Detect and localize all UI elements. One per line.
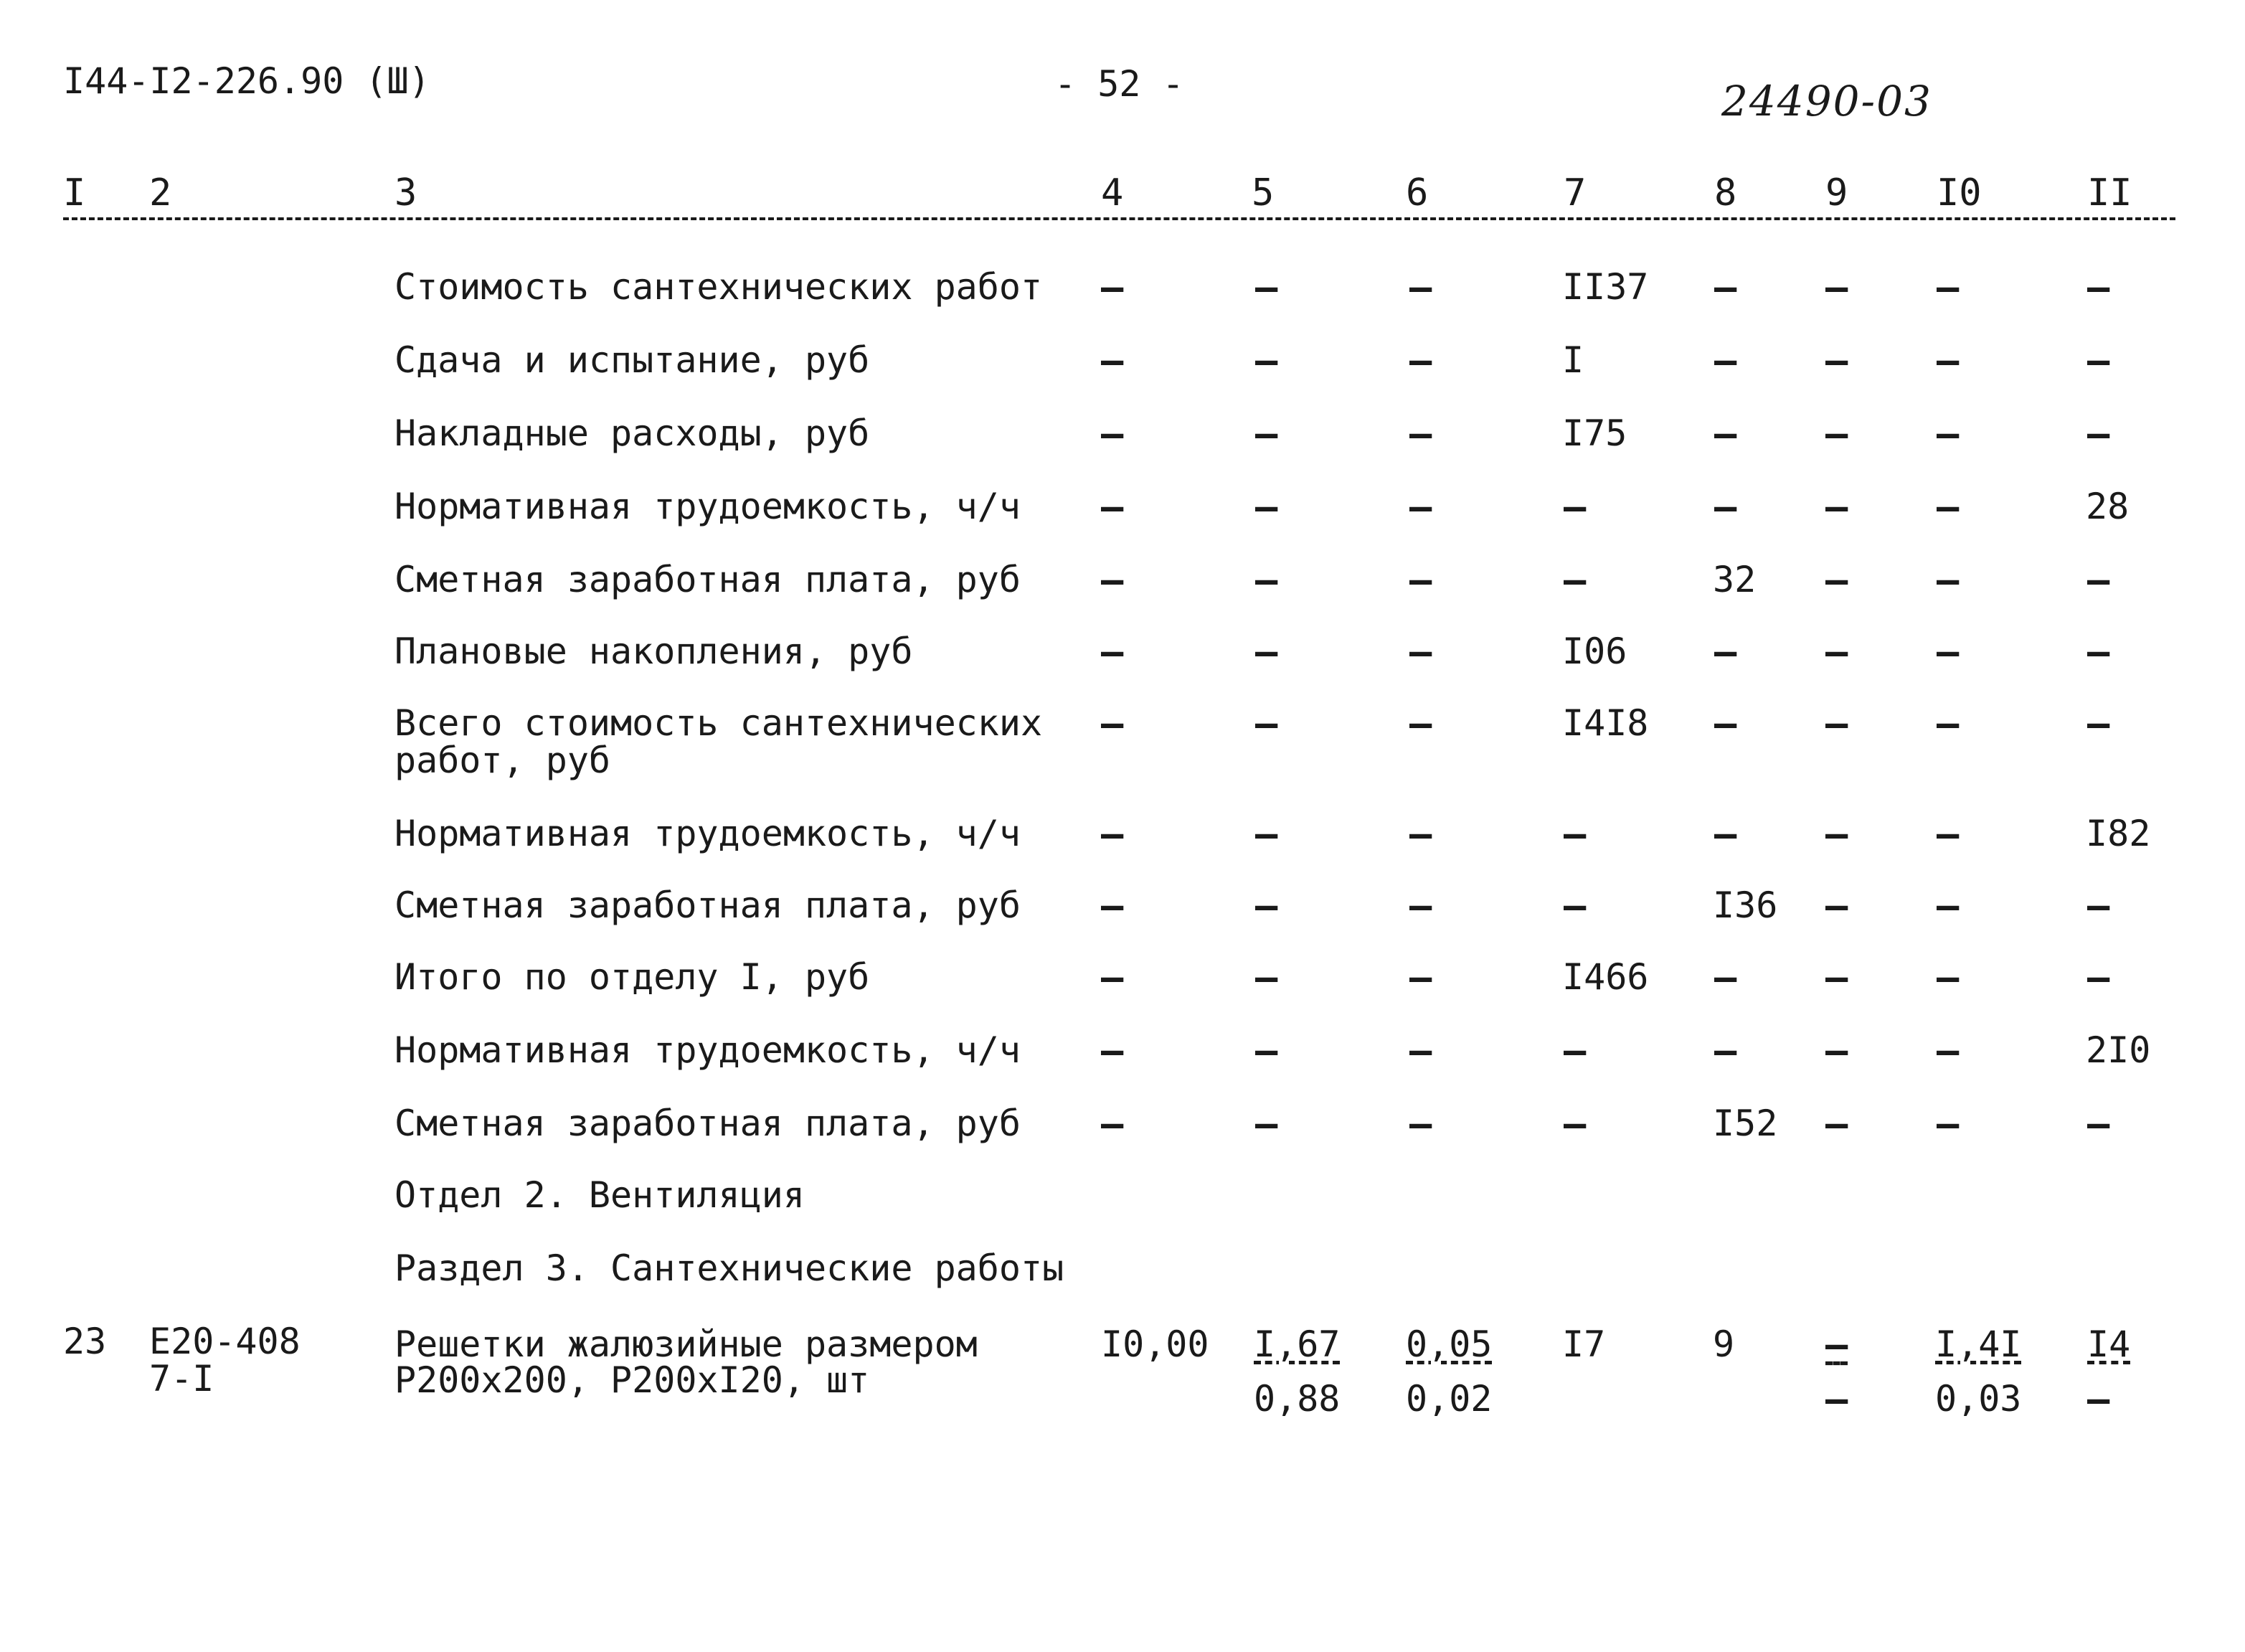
item-c11-top: I4: [2087, 1323, 2131, 1365]
cell-c4: –: [1101, 486, 1124, 529]
row-label: Всего стоимость сантехнических: [394, 702, 1043, 744]
row-label: Плановые накопления, руб: [394, 631, 913, 672]
cell-c8: –: [1714, 813, 1737, 856]
column-number-10: I0: [1937, 171, 1982, 214]
cell-c7: –: [1564, 559, 1587, 602]
cell-c8: 32: [1713, 559, 1757, 600]
cell-c7: –: [1564, 813, 1587, 856]
row-label: Накладные расходы, руб: [394, 412, 870, 454]
cell-c8: –: [1714, 486, 1737, 529]
item-c9-bottom: –: [1825, 1378, 1848, 1421]
cell-c7: II37: [1562, 266, 1649, 308]
row-label: Сдача и испытание, руб: [394, 339, 870, 381]
cell-c10: –: [1937, 1103, 1960, 1146]
cell-c6: –: [1409, 486, 1432, 529]
cell-c6: –: [1409, 1103, 1432, 1146]
cell-c7: I06: [1562, 631, 1627, 672]
item-c5-bottom: 0,88: [1254, 1378, 1341, 1420]
cell-c9: –: [1825, 813, 1848, 856]
cell-c4: –: [1101, 702, 1124, 745]
cell-c10: –: [1937, 884, 1960, 928]
cell-c7: I: [1562, 339, 1584, 381]
cell-c4: –: [1101, 412, 1124, 456]
column-number-6: 6: [1406, 171, 1429, 214]
cell-c8: I36: [1713, 884, 1778, 926]
cell-c4: –: [1101, 266, 1124, 309]
item-number: 23: [63, 1321, 107, 1362]
cell-c8: –: [1714, 631, 1737, 674]
cell-c9: –: [1825, 412, 1848, 456]
item-c10-bottom: 0,03: [1935, 1378, 2022, 1420]
cell-c7: –: [1564, 486, 1587, 529]
cell-c10: –: [1937, 631, 1960, 674]
cell-c6: –: [1409, 266, 1432, 309]
column-number-3: 3: [394, 171, 417, 214]
cell-c4: –: [1101, 631, 1124, 674]
row-label: Сметная заработная плата, руб: [394, 559, 1021, 600]
cell-c11: –: [2087, 266, 2110, 309]
cell-c9: –: [1825, 339, 1848, 382]
cell-c10: –: [1937, 412, 1960, 456]
cell-c11: –: [2087, 1103, 2110, 1146]
section-part-heading: Раздел 3. Сантехнические работы: [394, 1247, 1064, 1289]
row-label-continuation: работ, руб: [394, 740, 611, 781]
cell-c9: –: [1825, 1103, 1848, 1146]
cell-c6: –: [1409, 631, 1432, 674]
cell-c10: –: [1937, 486, 1960, 529]
column-number-8: 8: [1714, 171, 1737, 214]
cell-c5: –: [1255, 266, 1278, 309]
cell-c4: –: [1101, 956, 1124, 999]
item-c10-top: I,4I: [1935, 1323, 2022, 1365]
cell-c9: –: [1825, 266, 1848, 309]
cell-c9: –: [1825, 884, 1848, 928]
cell-c5: –: [1255, 956, 1278, 999]
cell-c11: –: [2087, 884, 2110, 928]
cell-c6: –: [1409, 702, 1432, 745]
cell-c11: 28: [2086, 486, 2130, 527]
page-number: - 52 -: [1054, 63, 1184, 105]
item-c8: 9: [1713, 1323, 1735, 1365]
column-number-9: 9: [1825, 171, 1848, 214]
item-code: Е20-408: [149, 1321, 301, 1362]
cell-c5: –: [1255, 884, 1278, 928]
cell-c6: –: [1409, 813, 1432, 856]
cell-c11: –: [2087, 702, 2110, 745]
cell-c6: –: [1409, 339, 1432, 382]
cell-c5: –: [1255, 813, 1278, 856]
cell-c11: 2I0: [2086, 1029, 2151, 1071]
cell-c7: I4I8: [1562, 702, 1649, 744]
cell-c8: –: [1714, 702, 1737, 745]
item-c5-top: I,67: [1254, 1323, 1341, 1365]
cell-c11: I82: [2086, 813, 2151, 854]
handwritten-stamp: 24490-03: [1721, 77, 1932, 126]
cell-c4: –: [1101, 1029, 1124, 1072]
row-label: Стоимость сантехнических работ: [394, 266, 1043, 308]
column-number-5: 5: [1252, 171, 1275, 214]
cell-c10: –: [1937, 1029, 1960, 1072]
cell-c8: –: [1714, 339, 1737, 382]
cell-c5: –: [1255, 339, 1278, 382]
cell-c6: –: [1409, 412, 1432, 456]
document-code: I44-I2-226.90 (Ш): [63, 60, 430, 102]
cell-c11: –: [2087, 339, 2110, 382]
section-department-heading: Отдел 2. Вентиляция: [394, 1174, 805, 1216]
column-number-7: 7: [1564, 171, 1587, 214]
cell-c10: –: [1937, 956, 1960, 999]
cell-c9: –: [1825, 956, 1848, 999]
cell-c5: –: [1255, 1029, 1278, 1072]
item-c4: I0,00: [1101, 1323, 1209, 1365]
cell-c4: –: [1101, 339, 1124, 382]
cell-c6: –: [1409, 1029, 1432, 1072]
item-c9-top: –: [1825, 1323, 1848, 1367]
cell-c5: –: [1255, 559, 1278, 602]
cell-c7: I466: [1562, 956, 1649, 998]
cell-c9: –: [1825, 559, 1848, 602]
row-label: Нормативная трудоемкость, ч/ч: [394, 486, 1021, 527]
item-c6-bottom: 0,02: [1406, 1378, 1493, 1420]
row-label: Сметная заработная плата, руб: [394, 1103, 1021, 1144]
cell-c9: –: [1825, 631, 1848, 674]
cell-c10: –: [1937, 702, 1960, 745]
cell-c10: –: [1937, 559, 1960, 602]
cell-c6: –: [1409, 884, 1432, 928]
cell-c5: –: [1255, 412, 1278, 456]
cell-c7: –: [1564, 1029, 1587, 1072]
cell-c4: –: [1101, 559, 1124, 602]
cell-c8: –: [1714, 412, 1737, 456]
cell-c11: –: [2087, 956, 2110, 999]
cell-c7: –: [1564, 1103, 1587, 1146]
item-c7: I7: [1562, 1323, 1606, 1365]
header-dashed-rule: [63, 217, 2175, 220]
row-label: Итого по отделу I, руб: [394, 956, 870, 998]
cell-c8: I52: [1713, 1103, 1778, 1144]
cell-c9: –: [1825, 486, 1848, 529]
column-number-2: 2: [149, 171, 172, 214]
item-c6-top: 0,05: [1406, 1323, 1493, 1365]
row-label: Сметная заработная плата, руб: [394, 884, 1021, 926]
cell-c11: –: [2087, 412, 2110, 456]
cell-c5: –: [1255, 631, 1278, 674]
cell-c10: –: [1937, 339, 1960, 382]
cell-c9: –: [1825, 1029, 1848, 1072]
cell-c10: –: [1937, 266, 1960, 309]
cell-c7: –: [1564, 884, 1587, 928]
row-label: Нормативная трудоемкость, ч/ч: [394, 813, 1021, 854]
item-name-continuation: Р200х200, Р200хI20, шт: [394, 1359, 870, 1401]
cell-c5: –: [1255, 1103, 1278, 1146]
cell-c8: –: [1714, 1029, 1737, 1072]
row-label: Нормативная трудоемкость, ч/ч: [394, 1029, 1021, 1071]
cell-c9: –: [1825, 702, 1848, 745]
item-c11-bottom: –: [2087, 1378, 2110, 1421]
item-code-continuation: 7-I: [149, 1358, 214, 1400]
cell-c11: –: [2087, 559, 2110, 602]
cell-c8: –: [1714, 956, 1737, 999]
cell-c5: –: [1255, 702, 1278, 745]
item-name: Решетки жалюзийные размером: [394, 1323, 978, 1365]
cell-c4: –: [1101, 884, 1124, 928]
column-number-11: II: [2087, 171, 2132, 214]
cell-c5: –: [1255, 486, 1278, 529]
cell-c6: –: [1409, 559, 1432, 602]
cell-c4: –: [1101, 813, 1124, 856]
column-number-1: I: [63, 171, 86, 214]
cell-c7: I75: [1562, 412, 1627, 454]
cell-c4: –: [1101, 1103, 1124, 1146]
cell-c6: –: [1409, 956, 1432, 999]
cell-c10: –: [1937, 813, 1960, 856]
cell-c11: –: [2087, 631, 2110, 674]
column-number-4: 4: [1101, 171, 1124, 214]
cell-c8: –: [1714, 266, 1737, 309]
